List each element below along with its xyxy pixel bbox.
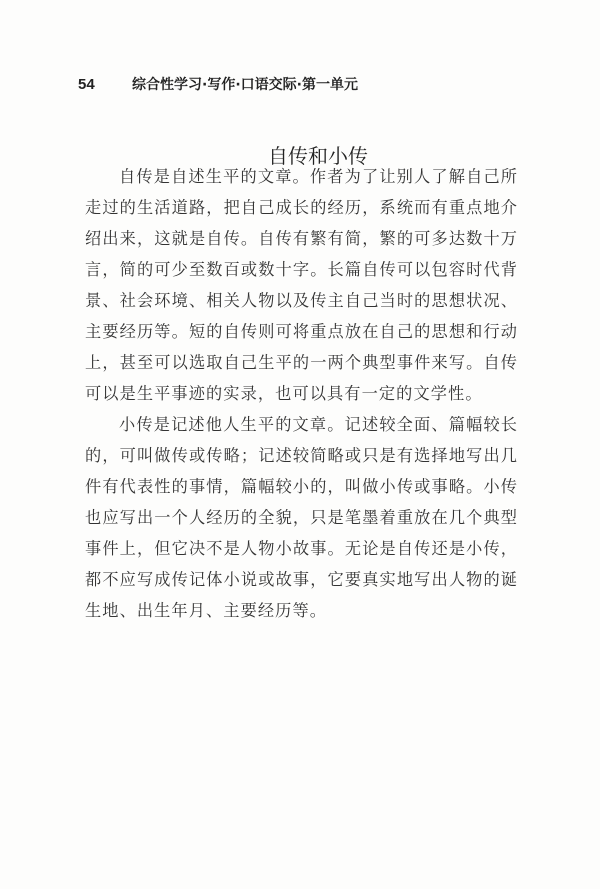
text-line: 的，可叫做传或传略；记述较简略或只是有选择地写出几 (85, 446, 517, 465)
text-line: 绍出来，这就是自传。自传有繁有简，繁的可多达数十万 (85, 229, 517, 248)
running-header (78, 74, 358, 94)
section-title: 综合性学习·写作·口语交际·第一单元 (132, 77, 358, 93)
paragraph-2 (85, 412, 517, 629)
text-line: 都不应写成传记体小说或故事，它要真实地写出人物的诞 (85, 570, 517, 589)
text-line: 件有代表性的事情，篇幅较小的，叫做小传或事略。小传 (85, 477, 517, 496)
article-title: 自传和小传 (268, 144, 368, 168)
text-line: 言，简的可少至数百或数十字。长篇自传可以包容时代背 (85, 260, 517, 279)
text-line: 走过的生活道路，把自己成长的经历，系统而有重点地介 (85, 198, 517, 217)
text-line: 主要经历等。短的自传则可将重点放在自己的思想和行动 (85, 322, 517, 341)
text-line: 景、社会环境、相关人物以及传主自己当时的思想状况、 (85, 291, 517, 310)
text-line: 生地、出生年月、主要经历等。 (85, 601, 328, 620)
text-line: 也应写出一个人经历的全貌，只是笔墨着重放在几个典型 (85, 508, 517, 527)
paragraph-1 (85, 164, 517, 412)
page-number: 54 (78, 76, 95, 93)
text-line: 可以是生平事迹的实录，也可以具有一定的文学性。 (85, 384, 483, 403)
article-body (85, 164, 517, 629)
text-line: 自传是自述生平的文章。作者为了让别人了解自己所 (119, 167, 517, 186)
text-line: 小传是记述他人生平的文章。记述较全面、篇幅较长 (119, 415, 517, 434)
text-line: 上，甚至可以选取自己生平的一两个典型事件来写。自传 (85, 353, 517, 372)
text-line: 事件上，但它决不是人物小故事。无论是自传还是小传， (85, 539, 517, 558)
